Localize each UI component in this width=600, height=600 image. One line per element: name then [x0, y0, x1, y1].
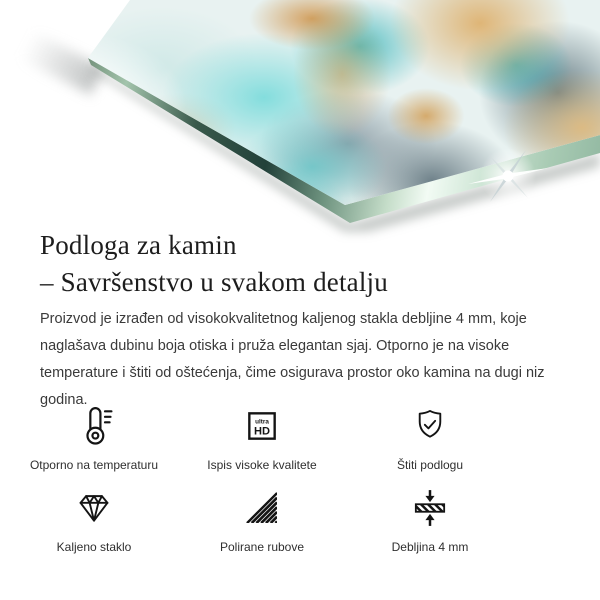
feature-temperature	[10, 403, 178, 473]
feature-thickness	[346, 485, 514, 555]
page-title-line1: Podloga za kamin	[40, 230, 237, 260]
feature-polished-edges	[178, 485, 346, 555]
feature-label: Polirane rubove	[219, 540, 305, 554]
feature-label: Ispis visoke kvalitete	[207, 458, 317, 472]
svg-text:HD: HD	[253, 425, 271, 438]
feature-protection	[346, 403, 514, 473]
thermometer-icon	[72, 403, 116, 449]
polished-edges-icon	[243, 485, 281, 531]
shield-check-icon	[411, 403, 449, 449]
sparkle-glint-icon	[462, 146, 554, 212]
feature-print-quality	[178, 403, 346, 473]
thickness-icon	[410, 485, 450, 531]
feature-label: Štiti podlogu	[396, 458, 464, 472]
svg-text:ultra: ultra	[255, 418, 269, 426]
feature-tempered-glass	[10, 485, 178, 555]
page-title	[40, 227, 388, 301]
feature-grid	[10, 403, 514, 555]
ultra-hd-icon	[243, 403, 281, 449]
feature-label: Debljina 4 mm	[391, 540, 469, 554]
diamond-icon	[75, 485, 113, 531]
hero-image	[0, 0, 600, 232]
feature-label: Kaljeno staklo	[56, 540, 132, 554]
feature-label: Otporno na temperaturu	[29, 458, 159, 472]
page-title-line2: – Savršenstvo u svakom detalju	[40, 267, 388, 297]
product-description: Proizvod je izrađen od visokokvalitetnog kaljenog stakla debljine 4 mm, koje naglašava dubinu boja otiska i pruža elegantan sjaj. Otporno je na visoke temperature i štiti od oštećenja, čime osigurava prostor oko kamina na dugi niz godina.	[40, 311, 545, 408]
